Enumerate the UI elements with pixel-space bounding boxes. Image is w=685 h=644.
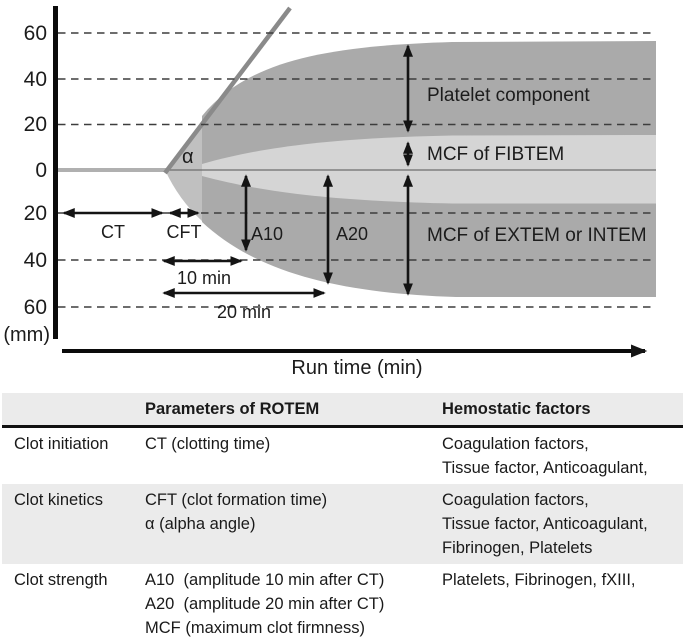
factor-line: Coagulation factors, bbox=[442, 491, 589, 509]
ten-min-label: 10 min bbox=[176, 268, 232, 288]
table-header-row bbox=[2, 393, 683, 428]
parameter-line: α (alpha angle) bbox=[145, 515, 256, 533]
phase-cell: Clot kinetics bbox=[14, 491, 103, 509]
mcf-fibtem-label: MCF of FIBTEM bbox=[427, 144, 565, 165]
cft-label: CFT bbox=[166, 222, 202, 242]
parameters-cell bbox=[133, 432, 430, 480]
a20-label: A20 bbox=[335, 224, 369, 244]
factor-line: Fibrinogen, Platelets bbox=[442, 539, 593, 557]
twenty-min-label: 20 min bbox=[216, 302, 272, 322]
y-tick: 40 bbox=[23, 68, 47, 91]
parameters-cell bbox=[133, 488, 430, 560]
header-cell-parameters: Parameters of ROTEM bbox=[145, 400, 320, 418]
a10-label: A10 bbox=[250, 224, 284, 244]
y-axis-tick-labels bbox=[3, 22, 50, 346]
phase-cell: Clot strength bbox=[14, 571, 108, 589]
x-axis-label: Run time (min) bbox=[291, 357, 423, 379]
factor-line: Coagulation factors, bbox=[442, 435, 589, 453]
clot-formation-fan-shape bbox=[165, 121, 202, 221]
factors-cell bbox=[430, 488, 683, 560]
parameter-line: CT (clotting time) bbox=[145, 435, 271, 453]
y-tick: 40 bbox=[23, 249, 47, 272]
y-tick: 60 bbox=[23, 296, 47, 319]
y-tick: 20 bbox=[23, 202, 47, 225]
parameters-cell bbox=[133, 568, 430, 640]
factor-line: Tissue factor, Anticoagulant, bbox=[442, 459, 648, 477]
alpha-label: α bbox=[182, 146, 194, 168]
y-axis-unit: (mm) bbox=[3, 324, 50, 346]
factor-line: Tissue factor, Anticoagulant, bbox=[442, 515, 648, 533]
parameter-line: A10 (amplitude 10 min after CT) bbox=[145, 571, 385, 589]
factors-cell bbox=[430, 432, 683, 480]
ct-label: CT bbox=[101, 222, 125, 242]
factor-line: Platelets, Fibrinogen, fXIII, bbox=[442, 571, 636, 589]
parameter-line: A20 (amplitude 20 min after CT) bbox=[145, 595, 385, 613]
y-tick: 20 bbox=[23, 113, 47, 136]
table-row-clot-strength bbox=[2, 564, 683, 644]
rotem-table bbox=[2, 393, 683, 644]
mcf-extem-label: MCF of EXTEM or INTEM bbox=[427, 225, 647, 246]
phase-cell: Clot initiation bbox=[14, 435, 109, 453]
parameter-line: MCF (maximum clot firmness) bbox=[145, 619, 366, 637]
y-tick: 0 bbox=[35, 159, 47, 182]
platelet-component-label: Platelet component bbox=[427, 85, 590, 106]
header-cell-empty bbox=[2, 397, 133, 421]
table-row-clot-kinetics bbox=[2, 484, 683, 564]
y-tick: 60 bbox=[23, 22, 47, 45]
header-cell-factors: Hemostatic factors bbox=[442, 400, 591, 418]
factors-cell bbox=[430, 568, 683, 640]
table-row-clot-initiation bbox=[2, 428, 683, 484]
parameter-line: CFT (clot formation time) bbox=[145, 491, 328, 509]
